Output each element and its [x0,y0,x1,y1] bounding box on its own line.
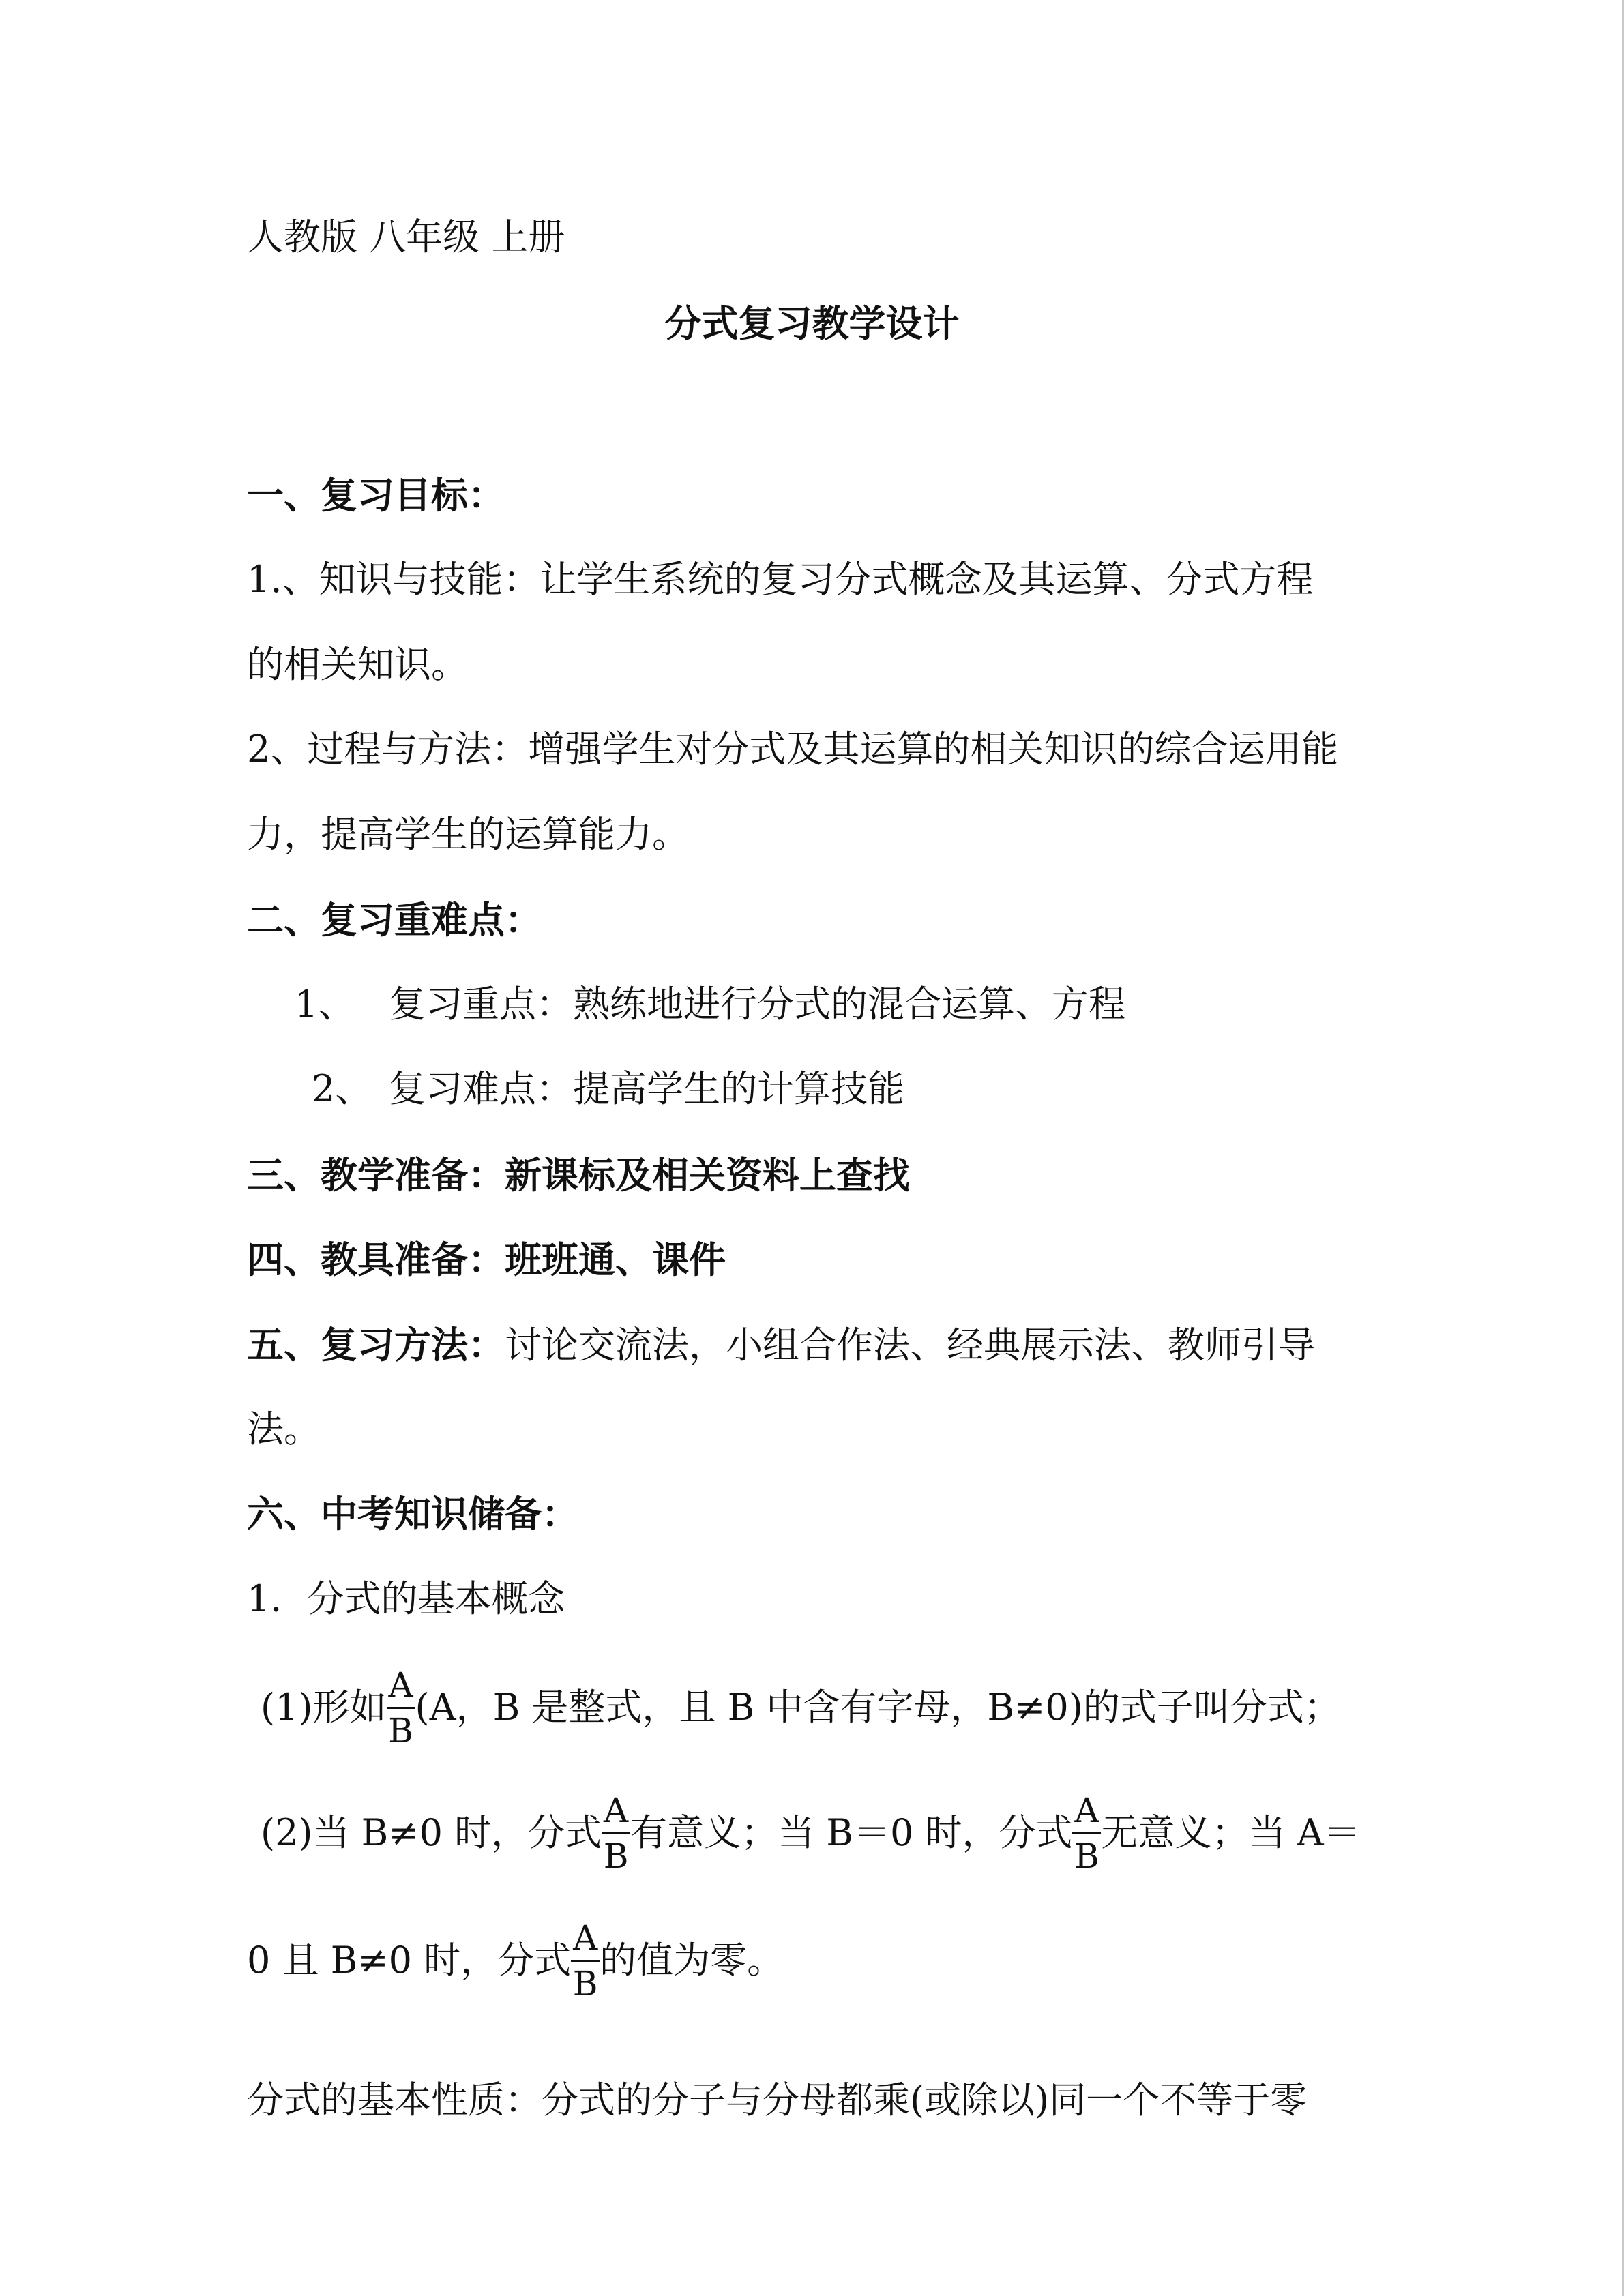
section5-line2: 法。 [247,1407,321,1450]
definition2-part3: 无意义；当 A＝ [1101,1811,1361,1854]
definition2-line1 [261,1790,1361,1879]
section5-text: 讨论交流法，小组合作法、经典展示法、教师引导 [505,1324,1315,1367]
section5-line1 [247,1323,1315,1367]
section1-item2-line1: 2、过程与方法：增强学生对分式及其运算的相关知识的综合运用能 [247,728,1339,771]
fraction-denominator: B [603,1836,629,1876]
fraction-a-over-b [1072,1790,1101,1877]
property-line: 分式的基本性质：分式的分子与分母都乘(或除以)同一个不等于零 [247,2078,1308,2121]
definition1-suffix: (A，B 是整式，且 B 中含有字母，B≠0)的式子叫分式； [415,1686,1341,1729]
section2-point1-number: 1、 [295,983,355,1026]
definition2-line2-prefix: 0 且 B≠0 时，分式 [247,1939,572,1982]
fraction-numerator: A [388,1665,413,1705]
definition2-line2-suffix: 的值为零。 [600,1939,784,1982]
fraction-denominator: B [572,1963,598,2003]
fraction-numerator: A [573,1918,598,1958]
fraction-numerator: A [604,1790,629,1830]
definition2-part1: (2)当 B≠0 时，分式 [261,1811,602,1854]
fraction-bar [1072,1832,1101,1834]
definition2-part2: 有意义；当 B＝0 时，分式 [630,1811,1073,1854]
section1-item1-line1: 1.、知识与技能：让学生系统的复习分式概念及其运算、分式方程 [247,558,1314,601]
definition2-line2 [247,1918,784,2007]
fraction-bar [571,1960,600,1962]
document-title: 分式复习教学设计 [664,301,960,345]
definition1-line [261,1665,1341,1754]
section4-heading: 四、教具准备：班班通、课件 [247,1238,726,1281]
fraction-denominator: B [1074,1836,1099,1876]
section2-heading: 二、复习重难点： [247,898,542,942]
fraction-a-over-b [602,1790,630,1877]
fraction-numerator: A [1074,1790,1099,1830]
fraction-denominator: B [388,1710,413,1750]
section2-point2-number: 2、 [312,1067,372,1110]
section6-heading: 六、中考知识储备： [247,1492,578,1536]
fraction-a-over-b [571,1918,600,2004]
section3-heading: 三、教学准备：新课标及相关资料上查找 [247,1153,910,1197]
fraction-bar [387,1707,415,1709]
definition1-prefix: (1)形如 [261,1686,387,1729]
section2-point2-text: 复习难点：提高学生的计算技能 [389,1067,904,1110]
edition-label: 人教版 八年级 上册 [247,215,565,258]
section2-point1-text: 复习重点：熟练地进行分式的混合运算、方程 [389,983,1125,1026]
fraction-a-over-b [387,1665,415,1751]
section6-sub1: 1．分式的基本概念 [247,1577,565,1620]
fraction-bar [602,1832,630,1834]
section1-heading: 一、复习目标： [247,473,505,517]
section1-item1-line2: 的相关知识。 [247,643,468,686]
section5-heading: 五、复习方法： [247,1323,505,1367]
section1-item2-line2: 力，提高学生的运算能力。 [247,813,689,856]
